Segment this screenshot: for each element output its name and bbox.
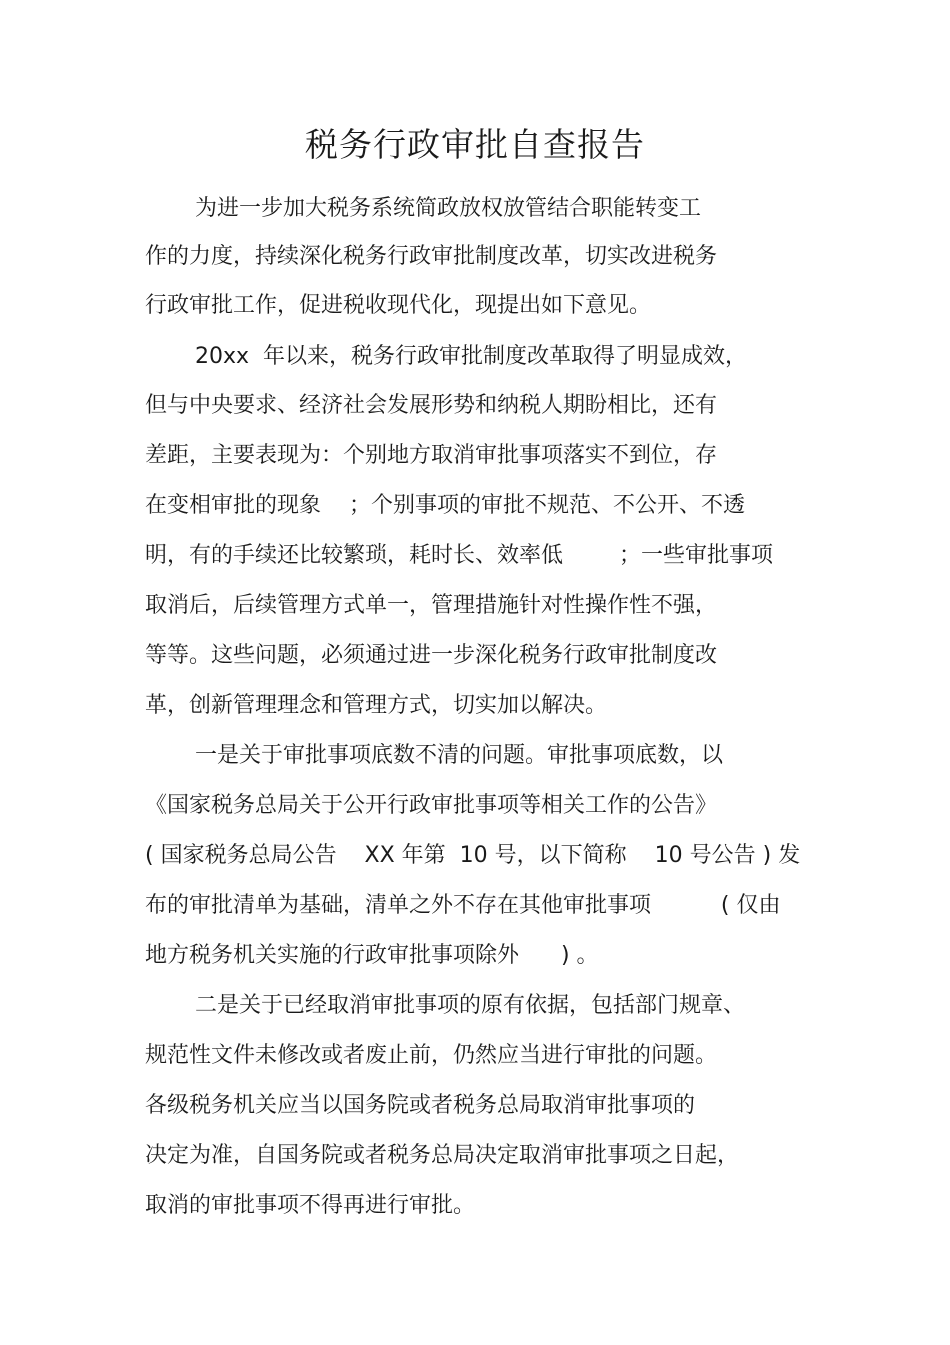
paragraph-4-line-2: 规范性文件未修改或者废止前，仍然应当进行审批的问题。: [145, 1043, 718, 1068]
paragraph-2-line-4: 在变相审批的现象 ；个别事项的审批不规范、不公开、不透: [145, 493, 745, 518]
paragraph-4-line-1: 二是关于已经取消审批事项的原有依据，包括部门规章、: [195, 993, 746, 1018]
paragraph-1-line-3: 行政审批工作，促进税收现代化，现提出如下意见。: [145, 293, 652, 318]
paragraph-4-line-5: 取消的审批事项不得再进行审批。: [145, 1193, 476, 1218]
paragraph-2-line-5: 明，有的手续还比较繁琐，耗时长、效率低 ；一些审批事项: [145, 543, 773, 568]
document-title: 税务行政审批自查报告: [305, 125, 645, 164]
paragraph-4-line-4: 决定为准，自国务院或者税务总局决定取消审批事项之日起，: [145, 1143, 740, 1168]
paragraph-2-line-2: 但与中央要求、经济社会发展形势和纳税人期盼相比，还有: [145, 393, 718, 418]
paragraph-2-line-7: 等等。这些问题，必须通过进一步深化税务行政审批制度改: [145, 643, 718, 668]
paragraph-1-line-2: 作的力度，持续深化税务行政审批制度改革，切实改进税务: [145, 244, 718, 269]
paragraph-3-line-1: 一是关于审批事项底数不清的问题。审批事项底数，以: [195, 743, 724, 768]
paragraph-3-line-3: ( 国家税务总局公告 XX 年第 10 号，以下简称 10 号公告 ) 发: [145, 843, 801, 868]
paragraph-3-line-2: 《国家税务总局关于公开行政审批事项等相关工作的公告》: [145, 793, 718, 818]
paragraph-3-line-4: 布的审批清单为基础，清单之外不存在其他审批事项 ( 仅由: [145, 893, 781, 918]
paragraph-2-line-6: 取消后，后续管理方式单一，管理措施针对性操作性不强，: [145, 593, 718, 618]
paragraph-1-line-1: 为进一步加大税务系统简政放权放管结合职能转变工: [195, 196, 702, 221]
paragraph-2-line-1: 20xx 年以来，税务行政审批制度改革取得了明显成效，: [195, 344, 748, 369]
paragraph-4-line-3: 各级税务机关应当以国务院或者税务总局取消审批事项的: [145, 1093, 696, 1118]
paragraph-2-line-3: 差距，主要表现为：个别地方取消审批事项落实不到位，存: [145, 443, 718, 468]
paragraph-2-line-8: 革，创新管理理念和管理方式，切实加以解决。: [145, 693, 608, 718]
paragraph-3-line-5: 地方税务机关实施的行政审批事项除外 ) 。: [145, 943, 599, 968]
